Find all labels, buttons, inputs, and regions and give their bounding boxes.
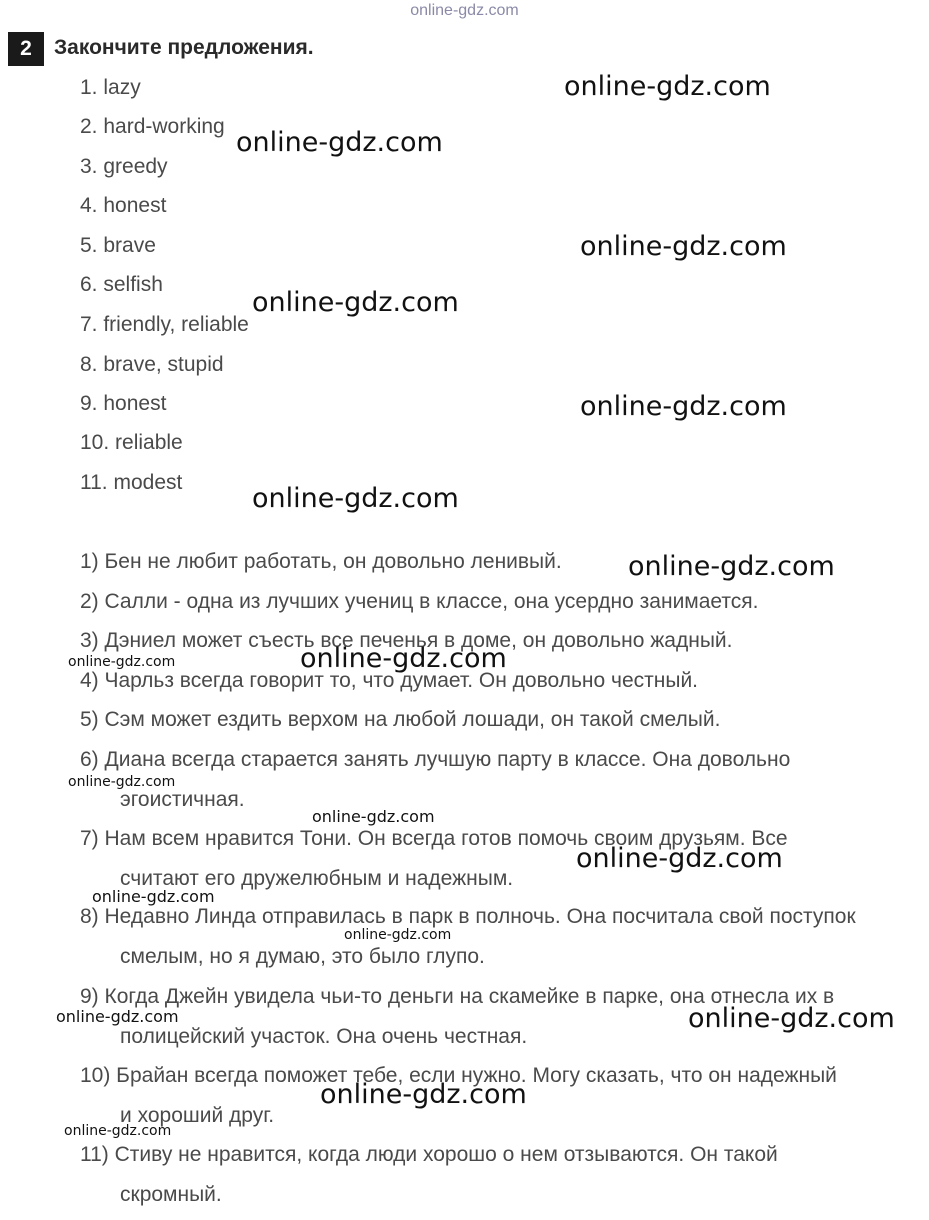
watermark: online-gdz.com [252, 483, 459, 514]
watermark: online-gdz.com [628, 551, 835, 582]
answer-item: 6. selfish [80, 273, 163, 296]
watermark: online-gdz.com [580, 231, 787, 262]
answer-item: 11. modest [80, 471, 183, 494]
sentence-item [80, 740, 919, 820]
answer-item: 4. honest [80, 194, 167, 217]
watermark: online-gdz.com [64, 1123, 172, 1139]
sentence-line: 4) Чарльз всегда говорит то, что думает. Он довольно честный. [80, 669, 699, 692]
sentence-continuation: и хороший друг. [120, 1104, 275, 1127]
watermark: online-gdz.com [56, 1007, 179, 1026]
sentence-continuation: считают его дружелюбным и надежным. [120, 867, 514, 890]
watermark: online-gdz.com [312, 807, 435, 826]
watermark: online-gdz.com [92, 887, 215, 906]
sentence-line: 9) Когда Джейн увидела чьи-то деньги на скамейке в парке, она отнесла их в [80, 985, 835, 1008]
watermark: online-gdz.com [236, 127, 443, 158]
sentence-line: 8) Недавно Линда отправилась в парк в полночь. Она посчитала свой поступок [80, 905, 856, 928]
sentence-item [80, 1135, 919, 1215]
answer-item: 1. lazy [80, 76, 141, 99]
watermark: online-gdz.com [580, 391, 787, 422]
watermark: online-gdz.com [300, 643, 507, 674]
watermark: online-gdz.com [68, 654, 176, 670]
answer-item: 3. greedy [80, 155, 168, 178]
answer-item: 7. friendly, reliable [80, 313, 249, 336]
answer-item: 8. brave, stupid [80, 353, 224, 376]
sentence-continuation: скромный. [120, 1183, 222, 1206]
sentence-line: 5) Сэм может ездить верхом на любой лошади, он такой смелый. [80, 708, 721, 731]
watermark: online-gdz.com [564, 71, 771, 102]
sentence-item [80, 700, 919, 740]
sentence-line: 1) Бен не любит работать, он довольно ленивый. [80, 550, 562, 573]
answer-item: 2. hard-working [80, 115, 225, 138]
watermark: online-gdz.com [576, 843, 783, 874]
watermark: online-gdz.com [688, 1003, 895, 1034]
watermark: online-gdz.com [68, 774, 176, 790]
watermark: online-gdz.com [320, 1079, 527, 1110]
sentence-continuation: эгоистичная. [120, 788, 245, 811]
answer-item: 10. reliable [80, 431, 183, 454]
answer-item: 9. honest [80, 392, 167, 415]
sentence-line: 7) Нам всем нравится Тони. Он всегда готов помочь своим друзьям. Все [80, 827, 788, 850]
sentence-line: 6) Диана всегда старается занять лучшую парту в классе. Она довольно [80, 748, 791, 771]
watermark: online-gdz.com [344, 927, 452, 943]
exercise-title: Закончите предложения. [54, 36, 314, 59]
sentence-item [80, 897, 919, 977]
watermark: online-gdz.com [252, 287, 459, 318]
sentence-continuation: полицейский участок. Она очень честная. [120, 1025, 528, 1048]
sentence-line: 3) Дэниел может съесть все печенья в доме, он довольно жадный. [80, 629, 733, 652]
sentence-line: 11) Стиву не нравится, когда люди хорошо о нем отзываются. Он такой [80, 1143, 778, 1166]
exercise-number-badge: 2 [8, 32, 44, 66]
sentence-line: 10) Брайан всегда поможет тебе, если нужно. Могу сказать, что он надежный [80, 1064, 837, 1087]
top-watermark: online-gdz.com [410, 2, 519, 19]
sentence-line: 2) Салли - одна из лучших учениц в классе, она усердно занимается. [80, 590, 759, 613]
sentence-item [80, 582, 919, 622]
answer-item: 5. brave [80, 234, 156, 257]
sentence-continuation: смелым, но я думаю, это было глупо. [120, 945, 485, 968]
